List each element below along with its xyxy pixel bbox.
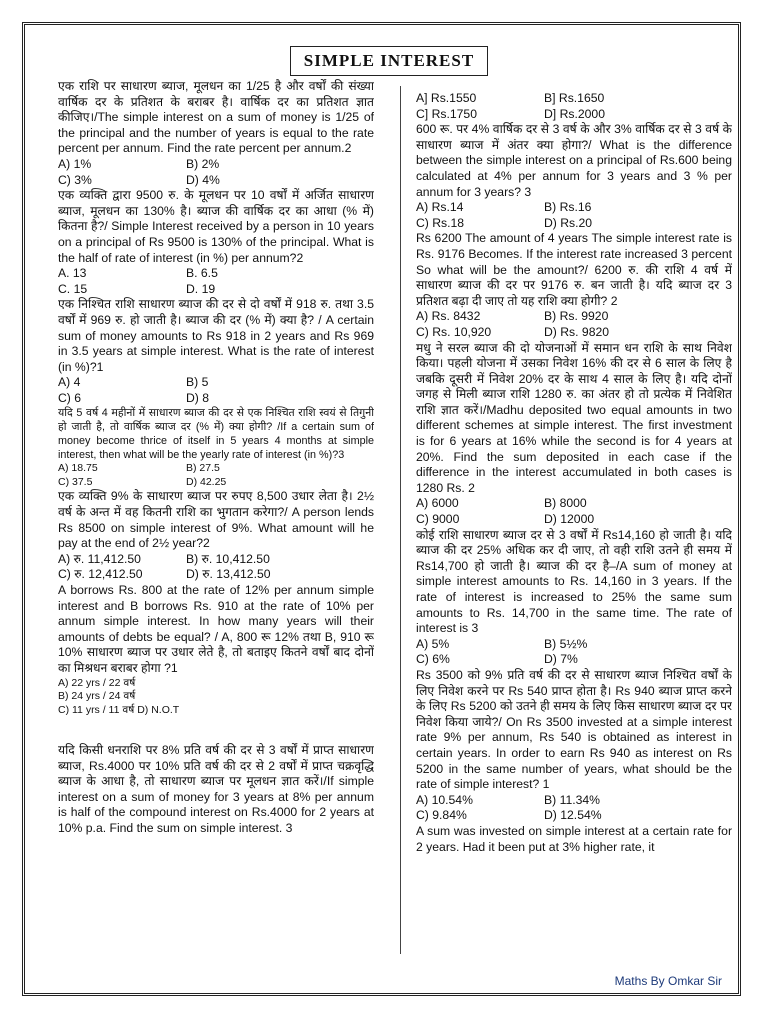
question-12: Rs 3500 को 9% प्रति वर्ष की दर से साधारण ब्याज निश्चित वर्षों के लिए निवेश करने पर Rs 540 प्राप्त होता है। Rs 940 ब्याज प्राप्त करने के लिए Rs 5200 को उतने ही समय के लिए किस साधारण ब्याज दर पर निवेश किया जाये?/ On Rs 3500 invested at a simple interest rate 9% per annum, Rs 540 is obtained as interest in certain years. In order to earn Rs 940 as interest on Rs 5200 in the same number of years, what should be the rate of simple interest? 1 — [416, 667, 732, 792]
option: B) Rs. 9920 — [544, 309, 609, 324]
option: C) 9000 — [416, 512, 460, 527]
question-4: यदि 5 वर्ष 4 महीनों में साधारण ब्याज की दर से एक निश्चित राशि स्वयं से तिगुनी हो जाती है, तो वार्षिक ब्याज दर (% में) क्या होगी? /If a certain sum of money become thrice of itself in 5 years 4 months at simple interest, then what will be the yearly rate of interest (in %)?3 — [58, 407, 374, 462]
option: B) 11.34% — [544, 792, 601, 807]
option: B) 5½% — [544, 636, 588, 651]
option: C. 15 — [58, 281, 88, 296]
option: C) 37.5 — [58, 475, 93, 488]
spacer — [58, 717, 374, 743]
question-12-options — [416, 793, 732, 824]
question-5: एक व्यक्ति 9% के साधारण ब्याज पर रुपए 8,500 उधार लेता है। 2½ वर्ष के अन्त में वह कितनी राशि का भुगतान करेगा?/ A person lends Rs 8500 on simple interest of 9%. What amount will he pay at the end of 2½ year?2 — [58, 489, 374, 551]
option: A) 5% — [416, 636, 450, 651]
question-9-options — [416, 309, 732, 340]
option: A) 18.75 — [58, 462, 98, 475]
left-column — [58, 79, 374, 967]
option: D) 7% — [544, 652, 578, 667]
option: D) 42.25 — [186, 475, 227, 488]
question-7: यदि किसी धनराशि पर 8% प्रति वर्ष की दर से 3 वर्षों में प्राप्त साधारण ब्याज, Rs.4000 पर 10% प्रति वर्ष की दर से 2 वर्षों में प्राप्त चक्रवृद्धि ब्याज के आधा है, तो साधारण ब्याज पर मूलधन ज्ञात करें।/If simple interest on a sum of money for 3 years at 8% per annum is half of the compound interest on Rs.4000 for 2 years at 10% p.a. Find the sum on simple interest. 3 — [58, 743, 374, 836]
option: D) 12.54% — [544, 808, 602, 823]
right-column — [416, 91, 732, 953]
question-3-options — [58, 375, 374, 406]
option: C) रु. 12,412.50 — [58, 567, 143, 582]
option: C) 6 — [58, 390, 82, 405]
question-7-options — [416, 91, 732, 122]
option: C) 6% — [416, 652, 450, 667]
question-1: एक राशि पर साधारण ब्याज, मूलधन का 1/25 है और वर्षों की संख्या वार्षिक दर के प्रतिशत के बराबर है। वार्षिक दर का प्रतिशत ज्ञात कीजिए।/The simple interest on a sum of money is 1/25 of the principal and the number of years is equal to the rate percent per annum. Find the rate percent per annum.2 — [58, 79, 374, 156]
question-5-options — [58, 552, 374, 583]
option: D] Rs.2000 — [544, 106, 605, 121]
option: A. 13 — [58, 266, 87, 281]
option: D. 19 — [186, 281, 216, 296]
option: C) 3% — [58, 172, 92, 187]
question-2-options — [58, 266, 374, 297]
option: A) 10.54% — [416, 792, 473, 807]
option: B) 8000 — [544, 496, 587, 511]
question-6: A borrows Rs. 800 at the rate of 12% per annum simple interest and B borrows Rs. 910 at the rate of 10% per annum simple interest. In how many years will their amounts of debts be equal? / A, 800 रू 12% तथा B, 910 रू 10% साधारण ब्याज पर उधार लेते है, तो बताइए कितने वर्षों बाद दोनों का मिश्रधन बराबर होगा ?1 — [58, 583, 374, 675]
option: C) Rs.18 — [416, 215, 465, 230]
option: A) रु. 11,412.50 — [58, 551, 141, 566]
option: B) 27.5 — [186, 462, 220, 475]
option: C) 9.84% — [416, 808, 467, 823]
option: D) 4% — [186, 172, 220, 187]
option: A) 4 — [58, 375, 81, 390]
option: B) 5 — [186, 375, 209, 390]
question-13: A sum was invested on simple interest at a certain rate for 2 years. Had it been put at 3% higher rate, it — [416, 823, 732, 854]
option: D) 8 — [186, 390, 210, 405]
option: D) 12000 — [544, 512, 595, 527]
option: A) 6000 — [416, 496, 459, 511]
question-1-options — [58, 157, 374, 188]
footer-credit: Maths By Omkar Sir — [614, 974, 722, 988]
question-4-options — [58, 462, 374, 489]
question-11-options — [416, 637, 732, 668]
question-6-options — [58, 677, 374, 718]
column-divider — [400, 86, 401, 954]
question-10-options — [416, 496, 732, 527]
option: B) रु. 10,412.50 — [186, 551, 270, 566]
option: A] Rs.1550 — [416, 91, 477, 105]
option: B] Rs.1650 — [544, 91, 605, 105]
option: A) Rs. 8432 — [416, 309, 481, 324]
option: B. 6.5 — [186, 266, 218, 281]
option: B) Rs.16 — [544, 200, 592, 215]
question-8-options — [416, 200, 732, 231]
question-3: एक निश्चित राशि साधारण ब्याज की दर से दो वर्षों में 918 रु. तथा 3.5 वर्षों में 969 रु. हो जाती है। ब्याज की दर (% में) क्या है? / A certain sum of money amounts to Rs 918 in 2 years and Rs 969 in 3.5 years at simple interest. What is the rate of interest (in %)?1 — [58, 297, 374, 374]
question-10: मधु ने सरल ब्याज की दो योजनाओं में समान धन राशि के साथ निवेश किया। पहली योजना में उसका निवेश 16% की दर से 6 साल के लिए है जबकि दूसरी में निवेश 20% दर के साथ 4 साल के लिए है। यदि दोनों जगह से मिली ब्याज राशि 1280 रु. का अंतर हो तो प्रत्येक में निवेशित राशि ज्ञात करें।/Madhu deposited two equal amounts in two different schemes at simple interest. The first investment is for 6 years at 16% while the second is for 4 years at 20%. Find the sum deposited in each case if the difference in the interest accumulated in both cases is 1280 Rs. 2 — [416, 340, 732, 495]
option: A) 22 yrs / 22 वर्ष — [58, 676, 136, 689]
option: A) Rs.14 — [416, 200, 464, 215]
option: D) Rs. 9820 — [544, 324, 610, 339]
question-9: Rs 6200 The amount of 4 years The simple interest rate is Rs. 9176 Becomes. If the interest rate increased 3 percent So what will be the amount?/ 6200 रु. की राशि 4 वर्ष में साधारण ब्याज की दर पर 9176 रु. बन जाती है। यदि ब्याज दर 3 प्रतिशत बढ़ा दी जाए तो यह राशि क्या होगी? 2 — [416, 231, 732, 308]
option: D) Rs.20 — [544, 215, 593, 230]
question-11: कोई राशि साधारण ब्याज दर से 3 वर्षों में Rs14,160 हो जाती है। यदि ब्याज की दर 25% अधिक कर दी जाए, तो वही राशि उतने ही समय में Rs14,700 हो जाती है। ब्याज की दर है–/A sum of money at simple interest amounts to Rs. 14,160 in 3 years. If the rate of interest is increased to 25% the same sum amounts to Rs. 14,700 in the same time. The rate of interest is 3 — [416, 527, 732, 636]
option: C) 11 yrs / 11 वर्ष D) N.O.T — [58, 703, 180, 716]
option: C] Rs.1750 — [416, 106, 477, 121]
option: C) Rs. 10,920 — [416, 324, 492, 339]
option: D) रु. 13,412.50 — [186, 567, 271, 582]
page-title: SIMPLE INTEREST — [290, 46, 488, 76]
question-2: एक व्यक्ति द्वारा 9500 रु. के मूलधन पर 10 वर्षों में अर्जित साधारण ब्याज, मूलधन का 130% है। ब्याज की वार्षिक दर का आधा (% में) कितना है?/ Simple Interest received by a person in 10 years on a principal of Rs 9500 is 130% of the principal. What is the half of rate of interest (in %) per annum?2 — [58, 188, 374, 265]
option: A) 1% — [58, 156, 92, 171]
option: B) 24 yrs / 24 वर्ष — [58, 690, 136, 703]
option: B) 2% — [186, 156, 220, 171]
question-8: 600 रू. पर 4% वार्षिक दर से 3 वर्ष के और 3% वार्षिक दर से 3 वर्ष के साधारण ब्याज में अंतर क्या होगा?/ What is the difference between the simple interest on a principal of Rs.600 being calculated at 4% per annum for 3 years and 3 % per annum for 3 years? 3 — [416, 122, 732, 199]
